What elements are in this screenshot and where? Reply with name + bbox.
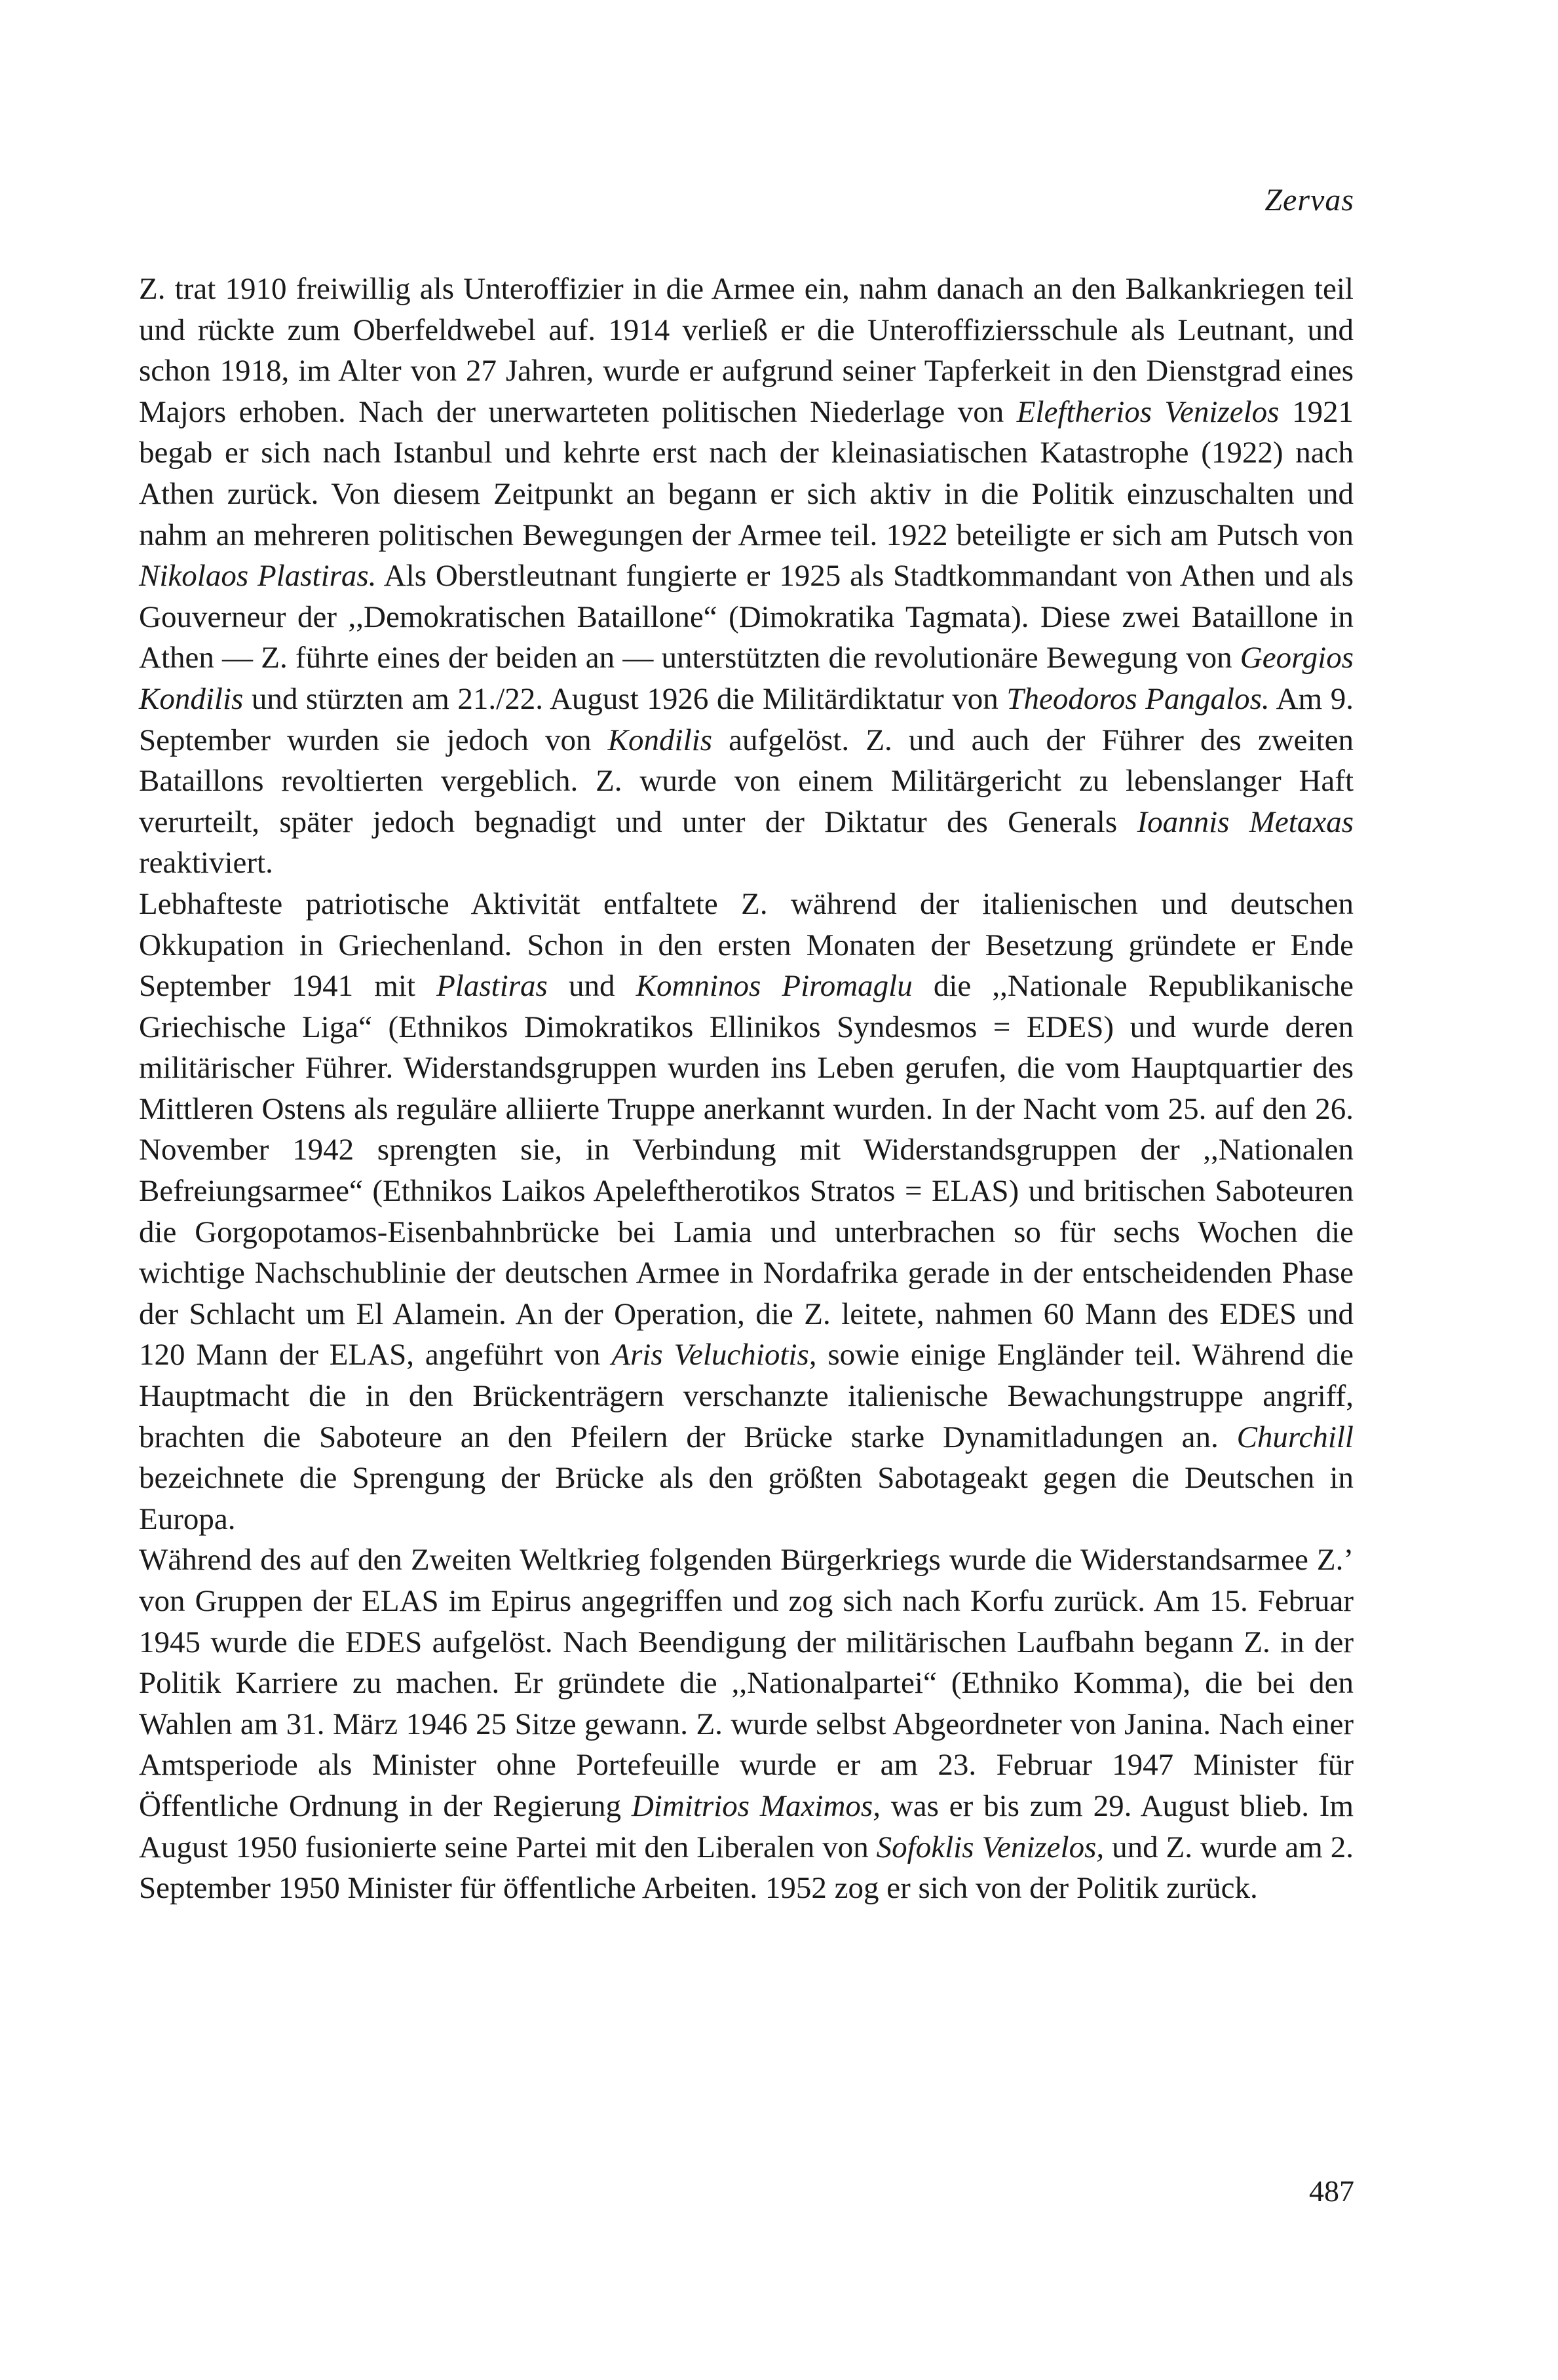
paragraph bbox=[139, 1539, 1354, 1908]
italic-name: Theodoros Pangalos. bbox=[1006, 681, 1270, 716]
italic-name: Aris Veluchiotis, bbox=[611, 1338, 817, 1372]
italic-name: Nikolaos Plastiras. bbox=[139, 559, 377, 594]
italic-name: Dimitrios Maximos, bbox=[631, 1788, 881, 1823]
page-number: 487 bbox=[1309, 2174, 1354, 2208]
text-run: aufgelöst. Z. und auch der Führer des zweiten Bataillons revoltierten vergeblich. Z. wurde von einem Militärgericht zu lebenslanger Haft verurteilt, später jedoch begnadigt und unter der Diktatur des Generals bbox=[139, 723, 1354, 839]
text-run: 1921 begab er sich nach Istanbul und kehrte erst nach der kleinasiatischen Katastrophe (1922) nach Athen zurück. Von diesem Zeitpunkt an begann er sich aktiv in die Politik einzuschalten und nahm an mehreren politischen Bewegungen der Armee teil. 1922 beteiligte er sich am Putsch von bbox=[139, 394, 1354, 552]
text-run: reaktiviert. bbox=[139, 846, 273, 880]
text-run: bezeichnete die Sprengung der Brücke als den größten Sabotageakt gegen die Deutschen in Europa. bbox=[139, 1461, 1354, 1536]
text-run: und Z. wurde am 2. September 1950 Minister für öffentliche Arbeiten. 1952 zog er sich von der Politik zurück. bbox=[139, 1830, 1354, 1906]
italic-name: Ioannis Metaxas bbox=[1137, 804, 1354, 839]
text-run: Am 9. September wurden sie jedoch von bbox=[139, 681, 1354, 757]
text-run: sowie einige Engländer teil. Während die Hauptmacht die in den Brückenträgern verschanzte italienische Bewachungstruppe angriff, brachten die Saboteure an den Pfeilern der Brücke starke Dynamitladungen an. bbox=[139, 1338, 1354, 1454]
running-head: Zervas bbox=[1264, 183, 1354, 217]
text-run: und bbox=[547, 969, 636, 1004]
text-run: Lebhafteste patriotische Aktivität entfaltete Z. während der italienischen und deutschen Okkupation in Griechenland. Schon in den ersten Monaten der Besetzung gründete er Ende September 1941 mit bbox=[139, 886, 1354, 1004]
article-body bbox=[139, 269, 1354, 1909]
italic-name: Eleftherios Venizelos bbox=[1016, 394, 1280, 429]
italic-name: Plastiras bbox=[436, 969, 548, 1004]
text-run: Z. trat 1910 freiwillig als Unteroffizier in die Armee ein, nahm danach an den Balkankriegen teil und rückte zum Oberfeldwebel auf. 1914 verließ er die Unteroffiziersschule als Leutnant, und schon 1918, im Alter von 27 Jahren, wurde er aufgrund seiner Tapferkeit in den Dienstgrad eines Majors erhoben. Nach der unerwarteten politischen Niederlage von bbox=[139, 272, 1354, 429]
text-run: die ,,Nationale Republikanische Griechische Liga“ (Ethnikos Dimokratikos Ellinikos Syndesmos = EDES) und wurde deren militärischer Führer. Widerstandsgruppen wurden ins Leben gerufen, die vom Hauptquartier des Mittleren Ostens als reguläre alliierte Truppe anerkannt wurden. In der Nacht vom 25. auf den 26. November 1942 sprengten sie, in Verbindung mit Widerstandsgruppen der ,,Nationalen Befreiungsarmee“ (Ethnikos Laikos Apeleftherotikos Stratos = ELAS) und britischen Saboteuren die Gorgopotamos-Eisenbahnbrücke bei Lamia und unterbrachen so für sechs Wochen die wichtige Nachschublinie der deutschen Armee in Nordafrika gerade in der entscheidenden Phase der Schlacht um El Alamein. An der Operation, die Z. leitete, nahmen 60 Mann des EDES und 120 Mann der ELAS, angeführt von bbox=[139, 969, 1354, 1372]
italic-name: Kondilis bbox=[607, 723, 712, 757]
paragraph bbox=[139, 884, 1354, 1540]
italic-name: Churchill bbox=[1236, 1420, 1354, 1454]
text-run: Während des auf den Zweiten Weltkrieg folgenden Bürgerkriegs wurde die Widerstandsarmee Z.’ von Gruppen der ELAS im Epirus angegriffen und zog sich nach Korfu zurück. Am 15. Februar 1945 wurde die EDES aufgelöst. Nach Beendigung der militärischen Laufbahn begann Z. in der Politik Karriere zu machen. Er gründete die ,,Nationalpartei“ (Ethniko Komma), die bei den Wahlen am 31. März 1946 25 Sitze gewann. Z. wurde selbst Abgeordneter von Janina. Nach einer Amtsperiode als Minister ohne Portefeuille wurde er am 23. Februar 1947 Minister für Öffentliche Ordnung in der Regierung bbox=[139, 1543, 1354, 1823]
text-run: und stürzten am 21./22. August 1926 die Militärdiktatur von bbox=[243, 681, 1007, 716]
paragraph bbox=[139, 269, 1354, 884]
text-run: was er bis zum 29. August blieb. Im August 1950 fusionierte seine Partei mit den Liberalen von bbox=[139, 1788, 1354, 1864]
text-run: Als Oberstleutnant fungierte er 1925 als Stadtkommandant von Athen und als Gouverneur der ,,Demokratischen Bataillone“ (Dimokratika Tagmata). Diese zwei Bataillone in Athen — Z. führte eines der beiden an — unterstützten die revolutionäre Bewegung von bbox=[139, 559, 1354, 675]
italic-name: Sofoklis Venizelos, bbox=[876, 1830, 1105, 1864]
italic-name: Georgios Kondilis bbox=[139, 641, 1354, 716]
italic-name: Komninos Piromaglu bbox=[636, 969, 913, 1004]
